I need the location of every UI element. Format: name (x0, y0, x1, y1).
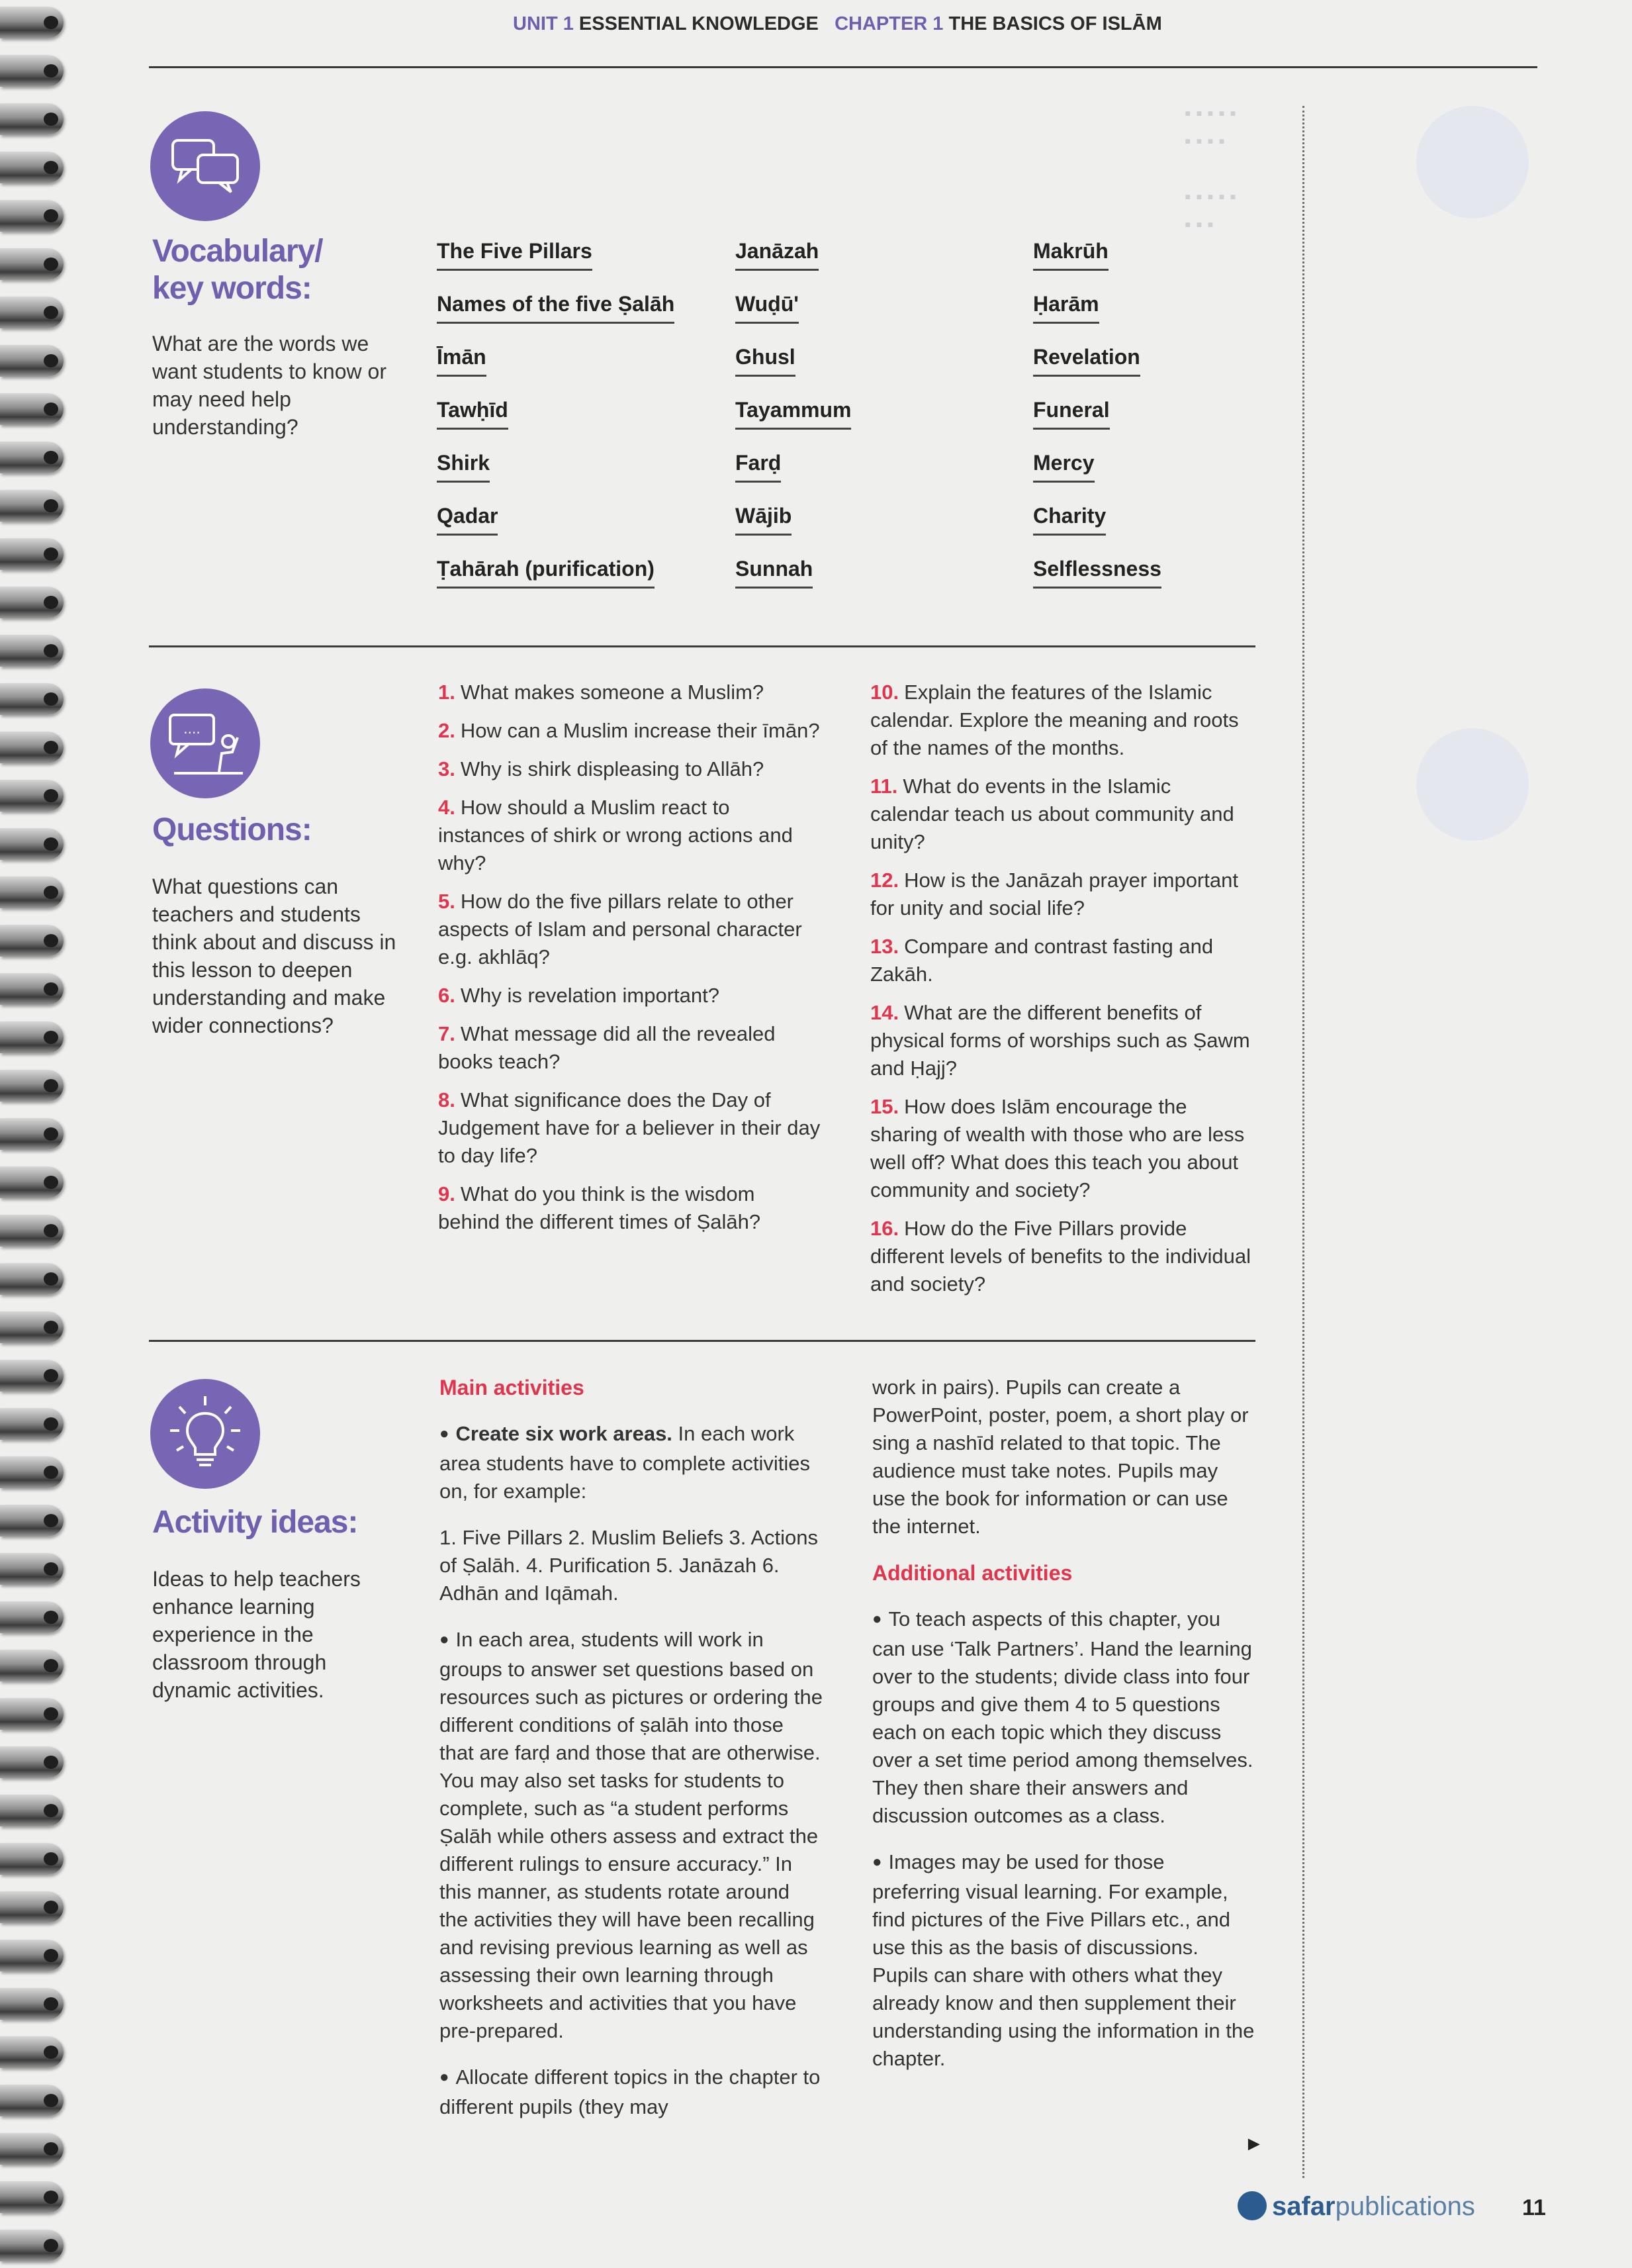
lightbulb-icon (150, 1379, 260, 1489)
binding-ring (0, 393, 64, 425)
binding-ring (0, 55, 64, 87)
svg-text:....: .... (183, 721, 201, 737)
vocab-word: Shirk (437, 449, 490, 483)
question-text: How do the Five Pillars provide different levels of benefits to the individual and society? (870, 1217, 1251, 1296)
presenter-question-icon (150, 688, 260, 798)
unit-title: ESSENTIAL KNOWLEDGE (578, 13, 819, 34)
vocab-word: Mercy (1033, 449, 1095, 483)
binding-ring (0, 1988, 64, 2020)
binding-ring (0, 538, 64, 570)
binding-ring (0, 1311, 64, 1343)
question-item (438, 679, 822, 706)
question-item (438, 1086, 822, 1170)
vocab-word: Revelation (1033, 343, 1140, 377)
vocab-word: Sunnah (735, 555, 813, 589)
binding-ring (0, 683, 64, 715)
activity-text: In each area, students will work in groups to answer set questions based on resources such as pictures or ordering the different conditions of ṣalāh into those that are farḍ and those that are otherwise. You may also set tasks for students to complete, such as “a student performs Ṣalāh while others assess and extract the different rulings to ensure accuracy.” In this manner, as students rotate around the activities they will have been recalling and revising previous learning as well as assessing their own learning through worksheets and activities that you have pre-prepared. (439, 1628, 823, 2042)
question-text: What do you think is the wisdom behind the different times of Ṣalāh? (438, 1182, 761, 1233)
unit-label: UNIT 1 (513, 13, 574, 34)
activity-paragraph (439, 1420, 823, 1505)
question-number: 7. (438, 1022, 455, 1045)
binding-ring (0, 1360, 64, 1392)
questions-left-column (438, 679, 822, 1247)
binding-ring (0, 587, 64, 618)
question-item (870, 1093, 1254, 1204)
continue-arrow-icon: ► (1244, 2133, 1264, 2155)
question-text: How is the Janāzah prayer important for unity and social life? (870, 869, 1238, 920)
question-number: 6. (438, 984, 455, 1007)
vocabulary-column-3 (1033, 237, 1311, 608)
publisher-logo-rest: publications (1335, 2192, 1475, 2221)
vocabulary-title (152, 233, 323, 307)
question-text: How can a Muslim increase their īmān? (460, 719, 820, 742)
binding-ring (0, 1795, 64, 1826)
vocab-word: Tayammum (735, 396, 851, 430)
activity-paragraph (439, 1626, 823, 2045)
activity-text: To teach aspects of this chapter, you can use ‘Talk Partners’. Hand the learning over to the students; divide class into four groups and give them 4 to 5 questions each on each topic which they discuss over a set time period among themselves. They then share their answers and discussion outcomes as a class. (872, 1607, 1253, 1827)
running-header (513, 13, 1162, 35)
question-item (438, 888, 822, 971)
question-text: How do the five pillars relate to other aspects of Islam and personal character e.g. akhlāq? (438, 890, 802, 969)
binding-ring (0, 1891, 64, 1923)
vocab-word: Ghusl (735, 343, 795, 377)
section-divider (149, 645, 1255, 647)
binding-ring (0, 925, 64, 957)
question-item (870, 933, 1254, 988)
binding-ring (0, 1940, 64, 1971)
binding-ring (0, 1650, 64, 1681)
binding-ring (0, 2036, 64, 2068)
bleed-through-circle (1416, 728, 1529, 841)
binding-ring (0, 103, 64, 135)
question-number: 9. (438, 1182, 455, 1205)
question-number: 1. (438, 681, 455, 704)
binding-ring (0, 442, 64, 473)
binding-ring (0, 1505, 64, 1536)
bleed-through-circle (1416, 106, 1529, 218)
question-number: 3. (438, 757, 455, 780)
vocab-word: Charity (1033, 502, 1106, 536)
question-number: 10. (870, 681, 899, 704)
binding-ring (0, 1456, 64, 1488)
speech-bubbles-icon (150, 111, 260, 221)
publisher-logo (1238, 2191, 1475, 2222)
vocab-word: The Five Pillars (437, 237, 592, 271)
activities-left-column (439, 1374, 823, 2140)
binding-ring (0, 490, 64, 522)
spiral-binding (0, 0, 73, 2268)
question-item (438, 755, 822, 783)
vocabulary-column-2 (735, 237, 1013, 608)
additional-activities-heading: Additional activities (872, 1561, 1073, 1585)
binding-ring (0, 1070, 64, 1102)
question-text: What message did all the revealed books teach? (438, 1022, 776, 1073)
question-text: What are the different benefits of physical forms of worships such as Ṣawm and Ḥajj? (870, 1001, 1250, 1080)
binding-ring (0, 973, 64, 1005)
activities-right-column (872, 1374, 1256, 2091)
question-item (870, 867, 1254, 922)
binding-ring (0, 297, 64, 328)
vocab-word: Makrūh (1033, 237, 1109, 271)
question-number: 5. (438, 890, 455, 913)
vocab-word: Ḥarām (1033, 290, 1099, 324)
binding-ring (0, 345, 64, 377)
binding-ring (0, 2133, 64, 2165)
question-text: What significance does the Day of Judgement have for a believer in their day to day life? (438, 1088, 821, 1167)
vocabulary-column-1 (437, 237, 715, 608)
question-item (438, 1020, 822, 1076)
question-number: 4. (438, 796, 455, 819)
publisher-logo-bold: safar (1272, 2192, 1336, 2221)
binding-ring (0, 780, 64, 812)
questions-title: Questions: (152, 812, 312, 847)
question-item (870, 999, 1254, 1082)
activities-title: Activity ideas: (152, 1505, 358, 1540)
question-text: Compare and contrast fasting and Zakāh. (870, 935, 1214, 986)
binding-ring (0, 1698, 64, 1730)
question-text: How does Islām encourage the sharing of wealth with those who are less well off? What does this teach you about community and society? (870, 1095, 1245, 1202)
activity-paragraph: work in pairs). Pupils can create a PowerPoint, poster, poem, a short play or sing a nashīd related to that topic. The audience must take notes. Pupils may use the book for information or can use the internet. (872, 1376, 1249, 1538)
vocab-word: Tawḥīd (437, 396, 508, 430)
binding-ring (0, 200, 64, 232)
questions-right-column (870, 679, 1254, 1309)
question-number: 14. (870, 1001, 899, 1024)
binding-ring (0, 635, 64, 667)
activity-text: Images may be used for those preferring visual learning. For example, find pictures of the Five Pillars etc., and use this as the basis of discussions. Pupils can share with others what they already know and then supplement their understanding using the information in the chapter. (872, 1850, 1255, 2070)
binding-ring (0, 1553, 64, 1585)
header-rule (149, 66, 1537, 68)
binding-ring (0, 1263, 64, 1295)
binding-ring (0, 1118, 64, 1150)
binding-ring (0, 7, 64, 38)
question-text: What do events in the Islamic calendar teach us about community and unity? (870, 775, 1234, 853)
binding-ring (0, 1215, 64, 1247)
vocab-word: Names of the five Ṣalāh (437, 290, 674, 324)
question-text: Why is revelation important? (460, 984, 719, 1007)
binding-ring (0, 1746, 64, 1778)
vocab-word: Ṭahārah (purification) (437, 555, 655, 589)
question-number: 13. (870, 935, 899, 958)
vocab-word: Qadar (437, 502, 498, 536)
activity-bold-lead: Create six work areas. (455, 1422, 672, 1445)
binding-ring (0, 1166, 64, 1198)
binding-ring (0, 1843, 64, 1875)
chapter-label: CHAPTER 1 (835, 13, 944, 34)
question-item (870, 679, 1254, 762)
question-number: 8. (438, 1088, 455, 1111)
question-item (870, 1215, 1254, 1298)
question-text: How should a Muslim react to instances of shirk or wrong actions and why? (438, 796, 793, 874)
bleed-through-text: ▪ ▪ ▪ ▪ ▪ ▪ ▪ ▪ ▪ ▪ ▪ ▪ ▪ ▪ ▪ ▪ ▪ (1185, 103, 1236, 234)
binding-ring (0, 2230, 64, 2261)
question-item (438, 1180, 822, 1236)
activity-paragraph (872, 1848, 1256, 2073)
binding-ring (0, 248, 64, 280)
main-activities-heading: Main activities (439, 1376, 584, 1399)
vocab-word: Funeral (1033, 396, 1110, 430)
questions-description: What questions can teachers and students think about and discuss in this lesson to deepen understanding and make wider connections? (152, 874, 396, 1037)
question-text: Explain the features of the Islamic calendar. Explore the meaning and roots of the names of the months. (870, 681, 1239, 759)
binding-ring (0, 1408, 64, 1440)
binding-ring (0, 1021, 64, 1053)
binding-ring (0, 2181, 64, 2213)
activity-paragraph (439, 2063, 823, 2121)
vocab-word: Selflessness (1033, 555, 1161, 589)
activity-text: In each work area students have to complete activities on, for example: (439, 1422, 811, 1503)
vocab-word: Wājib (735, 502, 792, 536)
question-number: 15. (870, 1095, 899, 1118)
activity-paragraph (872, 1605, 1256, 1830)
question-text: What makes someone a Muslim? (460, 681, 764, 704)
vocabulary-title-line2: key words: (152, 271, 312, 306)
vocab-word: Janāzah (735, 237, 819, 271)
binding-ring (0, 2085, 64, 2116)
activities-description: Ideas to help teachers enhance learning experience in the classroom through dynamic activities. (152, 1567, 361, 1702)
activity-paragraph: 1. Five Pillars 2. Muslim Beliefs 3. Actions of Ṣalāh. 4. Purification 5. Janāzah 6. Adhān and Iqāmah. (439, 1526, 818, 1605)
chapter-title: THE BASICS OF ISLĀM (948, 13, 1162, 34)
vocab-word: Īmān (437, 343, 486, 377)
question-number: 16. (870, 1217, 899, 1240)
vocabulary-description: What are the words we want students to know or may need help understanding? (152, 332, 386, 439)
question-item (870, 773, 1254, 856)
vocabulary-title-line1: Vocabulary/ (152, 234, 323, 269)
publisher-logo-mark-icon (1238, 2191, 1267, 2220)
question-item (438, 794, 822, 877)
page-number: 11 (1522, 2195, 1546, 2220)
question-number: 12. (870, 869, 899, 892)
vocab-word: Wuḍū' (735, 290, 799, 324)
section-divider (149, 1340, 1255, 1342)
question-text: Why is shirk displeasing to Allāh? (460, 757, 764, 780)
binding-ring (0, 828, 64, 860)
binding-ring (0, 1601, 64, 1633)
question-item (438, 717, 822, 745)
binding-ring (0, 876, 64, 908)
question-item (438, 982, 822, 1010)
activity-text: Allocate different topics in the chapter to different pupils (they may (439, 2065, 821, 2118)
binding-ring (0, 732, 64, 763)
question-number: 11. (870, 775, 898, 798)
vocab-word: Farḍ (735, 449, 781, 483)
question-number: 2. (438, 719, 455, 742)
binding-ring (0, 152, 64, 183)
